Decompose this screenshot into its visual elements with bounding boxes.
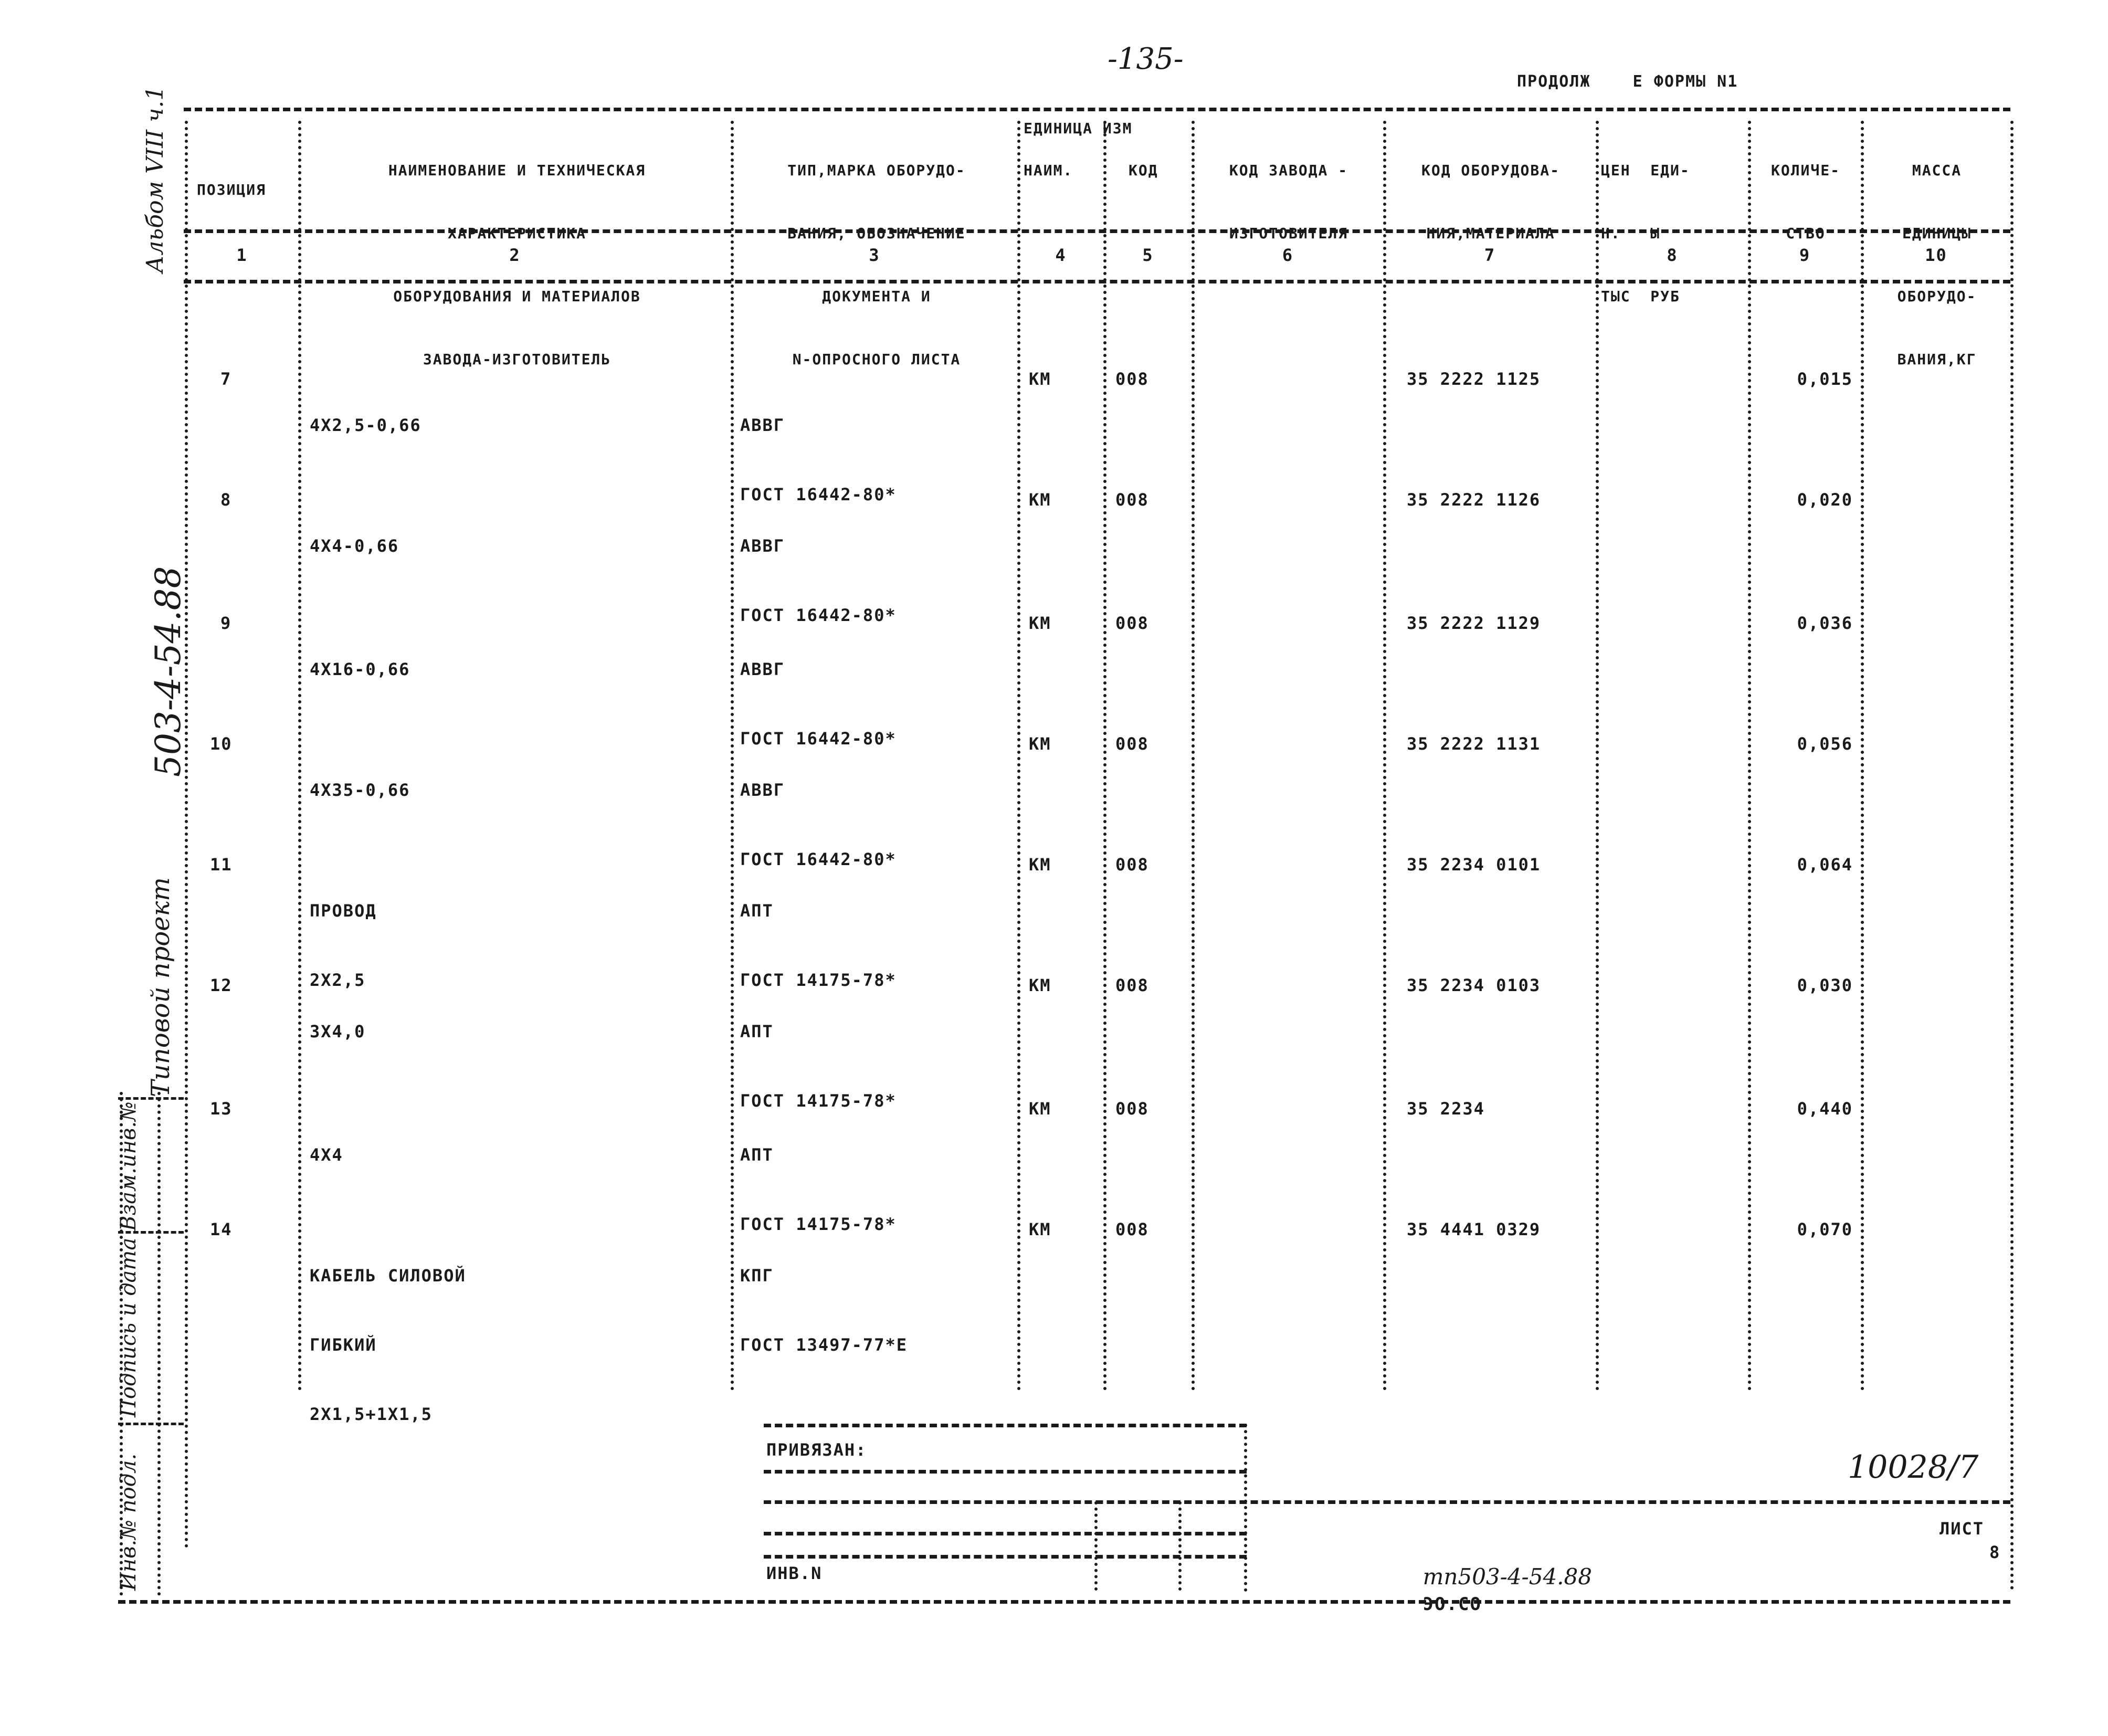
- stamp-privyazan: ПРИВЯЗАН:: [766, 1440, 867, 1460]
- row-quantity: 0,030: [1797, 975, 1853, 995]
- row-code: 008: [1115, 490, 1149, 510]
- row-name-line: 4Х4-0,66: [310, 536, 399, 556]
- column-number: 1: [236, 245, 248, 265]
- header-text: НИЯ,МАТЕРИАЛА: [1426, 225, 1555, 242]
- col-line-8: [1748, 121, 1751, 1391]
- header-text: КОД ЗАВОДА -: [1229, 162, 1348, 179]
- row-unit: КМ: [1029, 490, 1051, 510]
- header-quantity: [1756, 118, 1856, 265]
- row-equipment-code: 35 2234: [1407, 1099, 1485, 1119]
- row-name-line: 2Х1,5+1Х1,5: [310, 1404, 433, 1424]
- row-quantity: 0,070: [1797, 1219, 1853, 1239]
- stamp-line: [764, 1532, 1247, 1535]
- row-position: 9: [220, 613, 232, 633]
- col-line-9: [1861, 121, 1864, 1391]
- stamp-col-line: [1244, 1424, 1247, 1592]
- row-name: [310, 732, 410, 848]
- row-quantity: 0,015: [1797, 369, 1853, 389]
- header-factory-code: [1199, 118, 1378, 265]
- header-text: ТИП,МАРКА ОБОРУДО-: [787, 162, 966, 179]
- row-position: 14: [210, 1219, 233, 1239]
- column-number: 6: [1282, 245, 1294, 265]
- row-type-line: ГОСТ 14175-78*: [740, 970, 897, 990]
- row-position: 8: [220, 490, 232, 510]
- header-text: КОД ОБОРУДОВА-: [1421, 162, 1560, 179]
- header-text: Н. Ы: [1601, 225, 1661, 242]
- row-code: 008: [1115, 1219, 1149, 1239]
- row-unit: КМ: [1029, 1099, 1051, 1119]
- margin-album: Альбом VIII ч.1: [142, 86, 168, 273]
- document-code: [1396, 1538, 1592, 1615]
- row-position: 13: [210, 1099, 233, 1119]
- header-text: ДОКУМЕНТА И: [822, 288, 931, 305]
- margin-line: [120, 1092, 123, 1596]
- row-code: 008: [1115, 369, 1149, 389]
- row-name-line: 3Х4,0: [310, 1022, 366, 1041]
- column-number: 9: [1799, 245, 1811, 265]
- header-text: ЕДИНИЦЫ: [1902, 225, 1972, 242]
- document-code-number: 503-4-54.88: [1458, 1564, 1592, 1590]
- row-name-line: 4Х35-0,66: [310, 780, 410, 800]
- continuation-label: ПРОДОЛЖ Е ФОРМЫ N1: [1517, 72, 1738, 91]
- row-name-line: 4Х2,5-0,66: [310, 415, 421, 435]
- row-type-line: АВВГ: [740, 536, 785, 556]
- row-unit: КМ: [1029, 1219, 1051, 1239]
- header-text: НАИМЕНОВАНИЕ И ТЕХНИЧЕСКАЯ: [388, 162, 646, 179]
- row-unit: КМ: [1029, 975, 1051, 995]
- header-text: ПОЗИЦИЯ: [197, 181, 267, 198]
- row-position: 11: [210, 855, 233, 875]
- column-number: 4: [1055, 245, 1067, 265]
- header-text: ОБОРУДОВАНИЯ И МАТЕРИАЛОВ: [393, 288, 641, 305]
- row-equipment-code: 35 2234 0101: [1407, 855, 1541, 875]
- row-code: 008: [1115, 975, 1149, 995]
- column-numbers-row: [0, 245, 2108, 268]
- row-name: [310, 612, 410, 727]
- row-type-line: КПГ: [740, 1266, 774, 1286]
- row-type-line: ГОСТ 13497-77*Е: [740, 1335, 908, 1355]
- header-text: ОБОРУДО-: [1897, 288, 1977, 305]
- header-equipment-code: [1391, 118, 1590, 265]
- column-number: 7: [1484, 245, 1496, 265]
- row-type-line: АПТ: [740, 1022, 774, 1041]
- stamp-col-line: [1094, 1501, 1098, 1591]
- row-quantity: 0,064: [1797, 855, 1853, 875]
- row-position: 12: [210, 975, 233, 995]
- col-line-3: [1017, 121, 1020, 1391]
- col-line-left: [185, 121, 188, 1549]
- row-equipment-code: 35 2222 1125: [1407, 369, 1541, 389]
- margin-line: [157, 1092, 161, 1596]
- row-type-line: ГОСТ 14175-78*: [740, 1214, 897, 1234]
- header-price: [1601, 118, 1690, 328]
- stamp-inv: ИНВ.N: [766, 1563, 823, 1583]
- column-number: 8: [1667, 245, 1678, 265]
- row-quantity: 0,056: [1797, 734, 1853, 754]
- margin-project-number: 503-4-54.88: [148, 566, 188, 777]
- col-line-2: [731, 121, 734, 1391]
- header-text: ВАНИЯ,КГ: [1897, 351, 1977, 368]
- stamp-line: [764, 1555, 1247, 1559]
- header-text: КОЛИЧЕ-: [1770, 162, 1840, 179]
- column-number: 3: [869, 245, 880, 265]
- page-number: -135-: [1108, 42, 1184, 76]
- stamp-top-line: [764, 1424, 1247, 1427]
- row-name-line: КАБЕЛЬ СИЛОВОЙ: [310, 1266, 466, 1286]
- row-equipment-code: 35 2234 0103: [1407, 975, 1541, 995]
- header-text: МАССА: [1912, 162, 1962, 179]
- row-position: 10: [210, 734, 233, 754]
- header-text: N-ОПРОСНОГО ЛИСТА: [792, 351, 961, 368]
- margin-podpis-data: Подпись и дата: [117, 1237, 141, 1417]
- header-text: ИЗГОТОВИТЕЛЯ: [1229, 225, 1348, 242]
- row-name-line: 2Х2,5: [310, 970, 366, 990]
- row-code: 008: [1115, 734, 1149, 754]
- row-unit: КМ: [1029, 855, 1051, 875]
- row-type-line: ГОСТ 14175-78*: [740, 1091, 897, 1111]
- col-line-5: [1192, 121, 1195, 1391]
- header-text: ВАНИЯ, ОБОЗНАЧЕНИЕ: [787, 225, 966, 242]
- col-line-4: [1103, 121, 1106, 1391]
- row-type-line: ГОСТ 16442-80*: [740, 729, 897, 749]
- margin-divider: [118, 1231, 184, 1234]
- row-equipment-code: 35 2222 1126: [1407, 490, 1541, 510]
- row-name: [310, 367, 421, 483]
- row-equipment-code: 35 2222 1131: [1407, 734, 1541, 754]
- header-text: СТВО: [1786, 225, 1826, 242]
- row-type-line: ГОСТ 16442-80*: [740, 485, 897, 504]
- row-quantity: 0,440: [1797, 1099, 1853, 1119]
- top-border: [184, 108, 2010, 111]
- row-unit: КМ: [1029, 369, 1051, 389]
- row-type-line: АПТ: [740, 1145, 774, 1165]
- document-code-suffix: ЭО.СО: [1422, 1594, 1482, 1615]
- row-name-line: ПРОВОД: [310, 901, 377, 921]
- header-text: ЗАВОДА-ИЗГОТОВИТЕЛЬ: [423, 351, 612, 368]
- col-line-7: [1596, 121, 1599, 1391]
- row-unit: КМ: [1029, 613, 1051, 633]
- row-position: 7: [220, 369, 232, 389]
- col-line-6: [1383, 121, 1386, 1391]
- row-name-line: 4Х4: [310, 1145, 343, 1165]
- sheet-label: ЛИСТ: [1940, 1519, 1985, 1539]
- row-code: 008: [1115, 1099, 1149, 1119]
- row-equipment-code: 35 2222 1129: [1407, 613, 1541, 633]
- col-line-right: [2010, 121, 2014, 1591]
- row-type-line: ГОСТ 16442-80*: [740, 849, 897, 869]
- sheet-number: 8: [1989, 1542, 2001, 1562]
- header-text: ТЫС РУБ: [1601, 288, 1680, 305]
- row-type-line: АВВГ: [740, 415, 785, 435]
- margin-vzam-inv: Взам.инв.№: [117, 1101, 141, 1231]
- col-line-1: [298, 121, 301, 1391]
- row-code: 008: [1115, 855, 1149, 875]
- column-number: 10: [1925, 245, 1947, 265]
- row-type-line: ГОСТ 16442-80*: [740, 605, 897, 625]
- row-name: [310, 488, 399, 604]
- row-code: 008: [1115, 613, 1149, 633]
- stamp-handwritten-number: 10028/7: [1848, 1449, 1979, 1486]
- row-type-line: АВВГ: [740, 780, 785, 800]
- row-quantity: 0,020: [1797, 490, 1853, 510]
- margin-inv-podl: Инв.№ подл.: [117, 1453, 141, 1591]
- row-name-line: ГИБКИЙ: [310, 1335, 377, 1355]
- row-type-line: АВВГ: [740, 659, 785, 679]
- margin-typical-project: Типовой проект: [146, 877, 175, 1097]
- row-name: [310, 974, 365, 1089]
- stamp-line: [764, 1500, 2010, 1504]
- document-code-prefix: тп: [1422, 1564, 1458, 1590]
- stamp-col-line: [1178, 1501, 1182, 1591]
- row-quantity: 0,036: [1797, 613, 1853, 633]
- row-name: [310, 1097, 354, 1213]
- header-unit: ЕДИНИЦА ИЗМ: [1024, 120, 1133, 137]
- row-name-line: 4Х16-0,66: [310, 659, 410, 679]
- column-number: 5: [1142, 245, 1154, 265]
- header-position: [197, 138, 266, 222]
- bottom-border: [118, 1600, 2010, 1604]
- row-type-line: АПТ: [740, 901, 774, 921]
- header-text: ХАРАКТЕРИСТИКА: [447, 225, 586, 242]
- row-unit: КМ: [1029, 734, 1051, 754]
- row-type: [740, 1218, 908, 1403]
- header-unit-name: НАИМ.: [1024, 162, 1073, 179]
- stamp-line: [764, 1470, 1247, 1474]
- margin-divider: [118, 1097, 184, 1100]
- header-unit-code: КОД: [1129, 162, 1158, 179]
- column-number: 2: [509, 245, 521, 265]
- row-name: [310, 1218, 466, 1472]
- row-equipment-code: 35 4441 0329: [1407, 1219, 1541, 1239]
- margin-divider: [118, 1423, 184, 1425]
- header-text: ЦЕН ЕДИ-: [1601, 162, 1690, 179]
